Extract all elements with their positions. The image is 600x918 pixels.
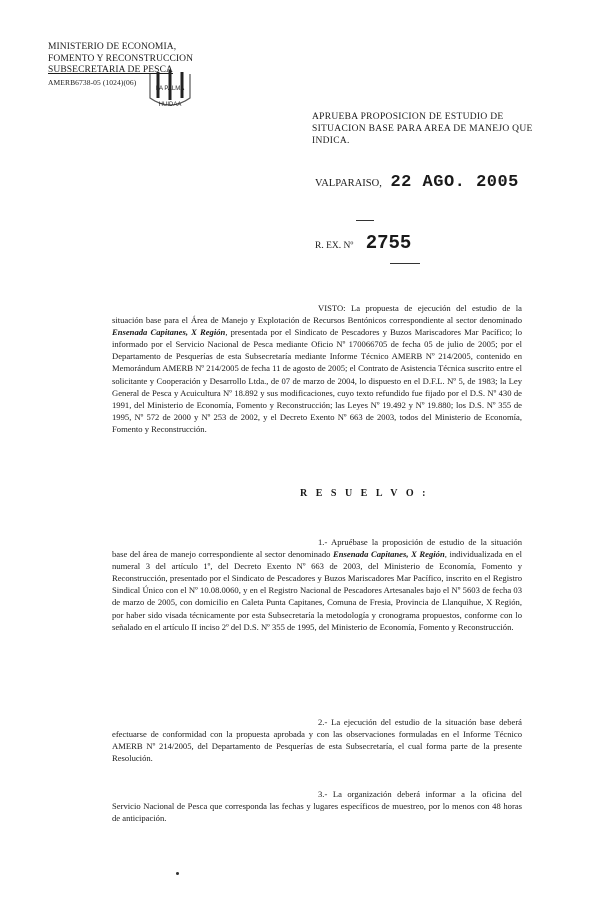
place-date-line	[315, 173, 519, 192]
resolution-number-line	[315, 232, 411, 254]
letterhead-department: FOMENTO Y RECONSTRUCCION	[48, 53, 194, 64]
letterhead-ministry: MINISTERIO DE ECONOMIA,	[48, 42, 177, 52]
resolution-item-1: 1.- Apruébase la proposición de estudio de la situación base del área de manejo correspondiente al sector denominado Ensenada Capitanes, X Región, individualizada en el numeral 3 del artículo 1º, del Decreto Exento Nº 663 de 2003, del Ministerio de Economía, Fomento y Reconstrucción, presentado por el Sindicato de Pescadores y Buzos Mariscadores Mar Pacífico, inscrito en el Registro Sindical Único con el Nº 10.08.0060, y en el Registro Nacional de Pescadores Artesanales bajo el Nº 5603 de fecha 03 de marzo de 2005, con domicilio en Caleta Punta Capitanes, Comuna de Fresia, Provincia de Llanquihue, X Región, por haber sido visada técnicamente por esta Subsecretaría la metodología y cronograma propuestos, conforme con lo señalado en el artículo II inciso 2º del D.S. Nº 355 de 1995, del Ministerio de Economía, Fomento y Reconstrucción.	[112, 537, 522, 632]
mark-line	[390, 263, 420, 264]
letterhead-reference: AMERB6738-05 (1024)(06)	[48, 77, 137, 87]
stamp-seal	[142, 68, 198, 116]
mark-line	[356, 220, 374, 221]
letterhead-subsecretary: SUBSECRETARIA DE PESCA	[48, 65, 173, 75]
resuelvo-heading: R E S U E L V O :	[300, 488, 429, 499]
resolution-item-3: 3.- La organización deberá informar a la oficina del Servicio Nacional de Pesca que corresponda las fechas y lugares específicos de muestreo, por lo menos con 48 horas de anticipación.	[112, 789, 522, 824]
sector-name: Ensenada Capitanes, X Región	[112, 327, 226, 338]
resolution-item-2: 2.- La ejecución del estudio de la situación base deberá efectuarse de conformidad con la propuesta aprobada y con las observaciones formuladas en el Informe Técnico AMERB Nº 214/2005, del Departamento de Pesquerías de esta Subsecretaría, el cual forma parte de la presente Resolución.	[112, 717, 522, 764]
stamped-date: 22 AGO. 2005	[390, 173, 519, 192]
sector-name: Ensenada Capitanes, X Región	[333, 549, 445, 560]
stamp-text-2: HUIDAA	[158, 102, 182, 108]
ink-mark	[176, 872, 179, 875]
stamp-text-1: LA PALMA	[155, 86, 185, 92]
visto-paragraph: VISTO: La propuesta de ejecución del estudio de la situación base para el Área de Manejo y Explotación de Recursos Bentónicos correspondiente al sector denominado Ensenada Capitanes, X Región, presentada por el Sindicato de Pescadores y Buzos Mariscadores Mar Pacífico; lo informado por el Servicio Nacional de Pesca mediante Oficio Nº 170066705 de fecha 05 de julio de 2005; por el Departamento de Pesquerías de esta Subsecretaría mediante Informe Técnico AMERB Nº 214/2005, contenido en Memorándum AMERB Nº 214/2005 de fecha 11 de agosto de 2005; el Contrato de Asistencia Técnica suscrito entre el solicitante y Cooperación y Desarrollo Ltda., de 07 de marzo de 2004, lo dispuesto en el D.F.L. Nº 5, de 1983; la Ley General de Pesca y Acuicultura Nº 18.892 y sus modificaciones, cuyo texto refundido fue fijado por el D.S. Nº 430 de 1991, del Ministerio de Economía, Fomento y Reconstrucción; las Leyes Nº 19.492 y Nº 19.880; los D.S. Nº 355 de 1995, Nº 572 de 2000 y Nº 253 de 2002, y el Decreto Exento Nº 663 de 2003, todos del Ministerio de Economía, Fomento y Reconstrucción.	[112, 303, 523, 434]
resolution-label: R. EX. Nº	[315, 241, 354, 251]
resolution-number: 2755	[365, 232, 412, 254]
place-label: VALPARAISO,	[315, 178, 382, 189]
visto-lead: VISTO:	[318, 303, 346, 313]
document-title: APRUEBA PROPOSICION DE ESTUDIO DE SITUACION BASE PARA AREA DE MANEJO QUE INDICA.	[312, 112, 533, 146]
